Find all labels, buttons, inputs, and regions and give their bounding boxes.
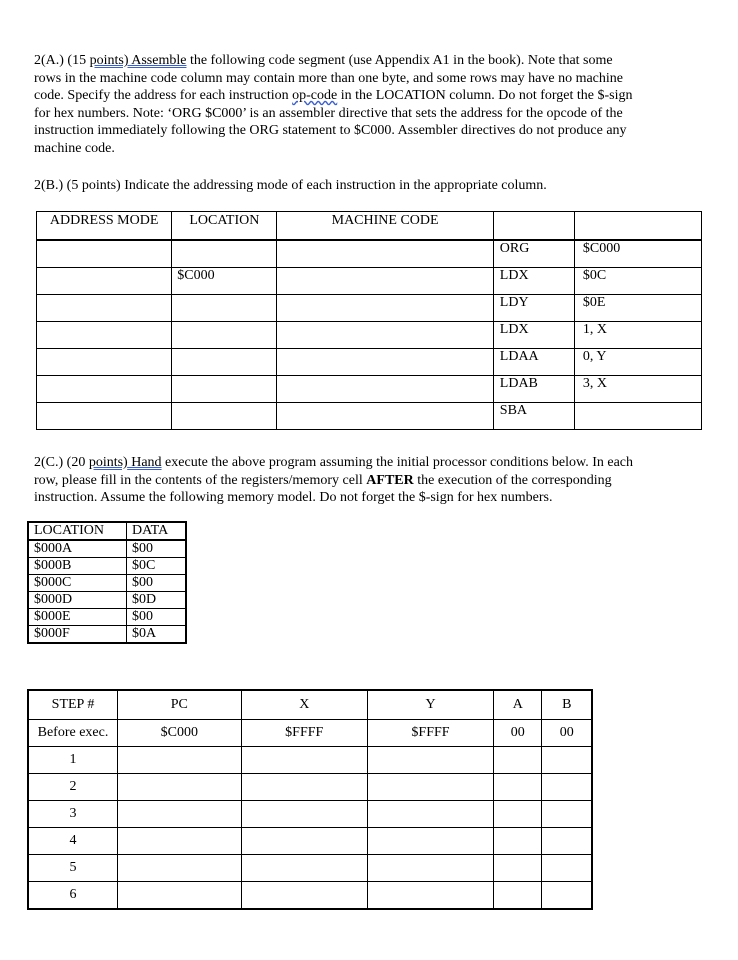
mem-data-cell: $0A — [127, 626, 187, 644]
b-cell[interactable] — [542, 882, 592, 910]
a-cell[interactable] — [494, 774, 542, 801]
mnemonic-cell: LDX — [493, 268, 574, 295]
machine-code-cell[interactable] — [277, 376, 493, 403]
part-a-line-2: rows in the machine code column may contain more than one byte, and some rows may have no machine — [34, 70, 623, 86]
pc-cell[interactable] — [118, 747, 242, 774]
location-cell[interactable] — [172, 322, 277, 349]
pc-cell[interactable] — [118, 882, 242, 910]
memory-row — [28, 575, 186, 592]
step-cell: 5 — [28, 855, 118, 882]
address-mode-cell[interactable] — [37, 268, 172, 295]
b-cell: 00 — [542, 720, 592, 747]
memory-row — [28, 609, 186, 626]
execution-row — [28, 747, 592, 774]
location-cell[interactable] — [172, 403, 277, 430]
step-cell: 3 — [28, 801, 118, 828]
header-step: STEP # — [28, 690, 118, 720]
b-cell[interactable] — [542, 855, 592, 882]
mnemonic-cell: ORG — [493, 240, 574, 268]
memory-row — [28, 540, 186, 558]
part-c-hand-word: Hand — [127, 455, 162, 470]
header-mem-data: DATA — [127, 522, 187, 540]
step-cell: Before exec. — [28, 720, 118, 747]
header-a: A — [494, 690, 542, 720]
header-pc: PC — [118, 690, 242, 720]
mem-data-cell: $00 — [127, 540, 187, 558]
mem-location-cell: $000D — [28, 592, 127, 609]
memory-row — [28, 626, 186, 644]
memory-row — [28, 592, 186, 609]
a-cell[interactable] — [494, 882, 542, 910]
machine-code-cell[interactable] — [277, 349, 493, 376]
execution-row — [28, 882, 592, 910]
operand-cell: 3, X — [574, 376, 701, 403]
mem-data-cell: $00 — [127, 575, 187, 592]
operand-cell — [574, 403, 701, 430]
part-c-after-word: AFTER — [366, 472, 414, 488]
location-cell[interactable] — [172, 349, 277, 376]
assembly-row — [37, 376, 702, 403]
b-cell[interactable] — [542, 828, 592, 855]
header-machine-code: MACHINE CODE — [277, 212, 493, 241]
header-y: Y — [367, 690, 493, 720]
machine-code-cell[interactable] — [277, 295, 493, 322]
address-mode-cell[interactable] — [37, 376, 172, 403]
execution-row — [28, 720, 592, 747]
assembly-row — [37, 403, 702, 430]
pc-cell[interactable] — [118, 801, 242, 828]
part-a-line-6: machine code. — [34, 140, 115, 156]
address-mode-cell[interactable] — [37, 322, 172, 349]
part-a-opcode-word: op-code — [292, 88, 338, 103]
y-cell[interactable] — [367, 774, 493, 801]
y-cell: $FFFF — [367, 720, 493, 747]
mem-location-cell: $000C — [28, 575, 127, 592]
mem-data-cell: $0C — [127, 558, 187, 575]
location-cell[interactable] — [172, 376, 277, 403]
b-cell[interactable] — [542, 774, 592, 801]
memory-row — [28, 558, 186, 575]
header-location: LOCATION — [172, 212, 277, 241]
part-c-points: points) — [88, 455, 128, 470]
step-cell: 1 — [28, 747, 118, 774]
a-cell[interactable] — [494, 828, 542, 855]
part-c-line-2-start: row, please fill in the contents of the registers/memory cell — [34, 472, 367, 488]
execution-row — [28, 774, 592, 801]
mnemonic-cell: SBA — [493, 403, 574, 430]
b-cell[interactable] — [542, 801, 592, 828]
x-cell[interactable] — [241, 801, 367, 828]
mnemonic-cell: LDAB — [493, 376, 574, 403]
address-mode-cell[interactable] — [37, 240, 172, 268]
assembly-row — [37, 322, 702, 349]
mem-location-cell: $000F — [28, 626, 127, 644]
part-a-instructions — [34, 52, 706, 157]
pc-cell[interactable] — [118, 828, 242, 855]
operand-cell: 1, X — [574, 322, 701, 349]
address-mode-cell[interactable] — [37, 403, 172, 430]
mem-data-cell: $0D — [127, 592, 187, 609]
x-cell[interactable] — [241, 882, 367, 910]
part-a-points: points) — [89, 53, 129, 68]
y-cell[interactable] — [367, 828, 493, 855]
part-a-line-3-end: in the LOCATION column. Do not forget the $-sign — [337, 88, 633, 103]
machine-code-cell[interactable] — [277, 240, 493, 268]
execution-table-header — [28, 690, 592, 720]
execution-row — [28, 801, 592, 828]
part-c-line-2-end: the execution of the corresponding — [413, 472, 612, 488]
operand-cell: $C000 — [574, 240, 701, 268]
a-cell[interactable] — [494, 801, 542, 828]
header-b: B — [542, 690, 592, 720]
header-mem-location: LOCATION — [28, 522, 127, 540]
operand-cell: $0C — [574, 268, 701, 295]
pc-cell[interactable] — [118, 855, 242, 882]
execution-row — [28, 828, 592, 855]
machine-code-cell[interactable] — [277, 268, 493, 295]
b-cell[interactable] — [542, 747, 592, 774]
y-cell[interactable] — [367, 882, 493, 910]
y-cell[interactable] — [367, 855, 493, 882]
part-a-line-1: the following code segment (use Appendix A1 in the book). Note that some — [186, 53, 613, 68]
operand-cell: 0, Y — [574, 349, 701, 376]
memory-table — [27, 521, 187, 644]
machine-code-cell[interactable] — [277, 322, 493, 349]
mnemonic-cell: LDY — [493, 295, 574, 322]
part-a-line-4: for hex numbers. Note: ‘ORG $C000’ is an assembler directive that sets the address for the opcode of the — [34, 105, 623, 121]
assembly-row — [37, 240, 702, 268]
assembly-table — [36, 211, 702, 430]
y-cell[interactable] — [367, 801, 493, 828]
a-cell[interactable] — [494, 747, 542, 774]
part-b-instructions: 2(B.) (5 points) Indicate the addressing mode of each instruction in the appropriate column. — [34, 178, 547, 193]
header-address-mode: ADDRESS MODE — [37, 212, 172, 241]
mem-location-cell: $000A — [28, 540, 127, 558]
address-mode-cell[interactable] — [37, 295, 172, 322]
header-operand — [574, 212, 701, 241]
y-cell[interactable] — [367, 747, 493, 774]
part-a-line-5: instruction immediately following the ORG statement to $C000. Assembler directives do not produce any — [34, 123, 627, 138]
x-cell[interactable] — [241, 774, 367, 801]
machine-code-cell[interactable] — [277, 403, 493, 430]
assembly-row — [37, 268, 702, 295]
mnemonic-cell: LDAA — [493, 349, 574, 376]
operand-cell: $0E — [574, 295, 701, 322]
execution-row — [28, 855, 592, 882]
mem-location-cell: $000B — [28, 558, 127, 575]
pc-cell[interactable] — [118, 774, 242, 801]
header-mnemonic — [493, 212, 574, 241]
mem-data-cell: $00 — [127, 609, 187, 626]
address-mode-cell[interactable] — [37, 349, 172, 376]
a-cell[interactable] — [494, 855, 542, 882]
step-cell: 4 — [28, 828, 118, 855]
header-x: X — [241, 690, 367, 720]
part-c-prefix: 2(C.) (20 — [34, 455, 89, 470]
part-c-line-1: execute the above program assuming the initial processor conditions below. In each — [161, 455, 633, 470]
step-cell: 6 — [28, 882, 118, 910]
x-cell[interactable] — [241, 855, 367, 882]
step-cell: 2 — [28, 774, 118, 801]
execution-table — [27, 689, 593, 910]
mnemonic-cell: LDX — [493, 322, 574, 349]
x-cell[interactable] — [241, 747, 367, 774]
x-cell[interactable] — [241, 828, 367, 855]
assembly-row — [37, 295, 702, 322]
part-a-line-3-start: code. Specify the address for each instruction — [34, 88, 293, 103]
x-cell: $FFFF — [241, 720, 367, 747]
assembly-row — [37, 349, 702, 376]
a-cell: 00 — [494, 720, 542, 747]
assembly-table-header — [37, 212, 702, 241]
location-cell[interactable] — [172, 240, 277, 268]
part-a-prefix: 2(A.) (15 — [34, 53, 90, 68]
part-c-instructions — [34, 454, 706, 507]
part-a-assemble-word: Assemble — [128, 53, 187, 68]
location-cell[interactable]: $C000 — [172, 268, 277, 295]
mem-location-cell: $000E — [28, 609, 127, 626]
memory-table-header — [28, 522, 186, 540]
part-c-line-3: instruction. Assume the following memory model. Do not forget the $-sign for hex numbers. — [34, 490, 553, 505]
pc-cell: $C000 — [118, 720, 242, 747]
location-cell[interactable] — [172, 295, 277, 322]
